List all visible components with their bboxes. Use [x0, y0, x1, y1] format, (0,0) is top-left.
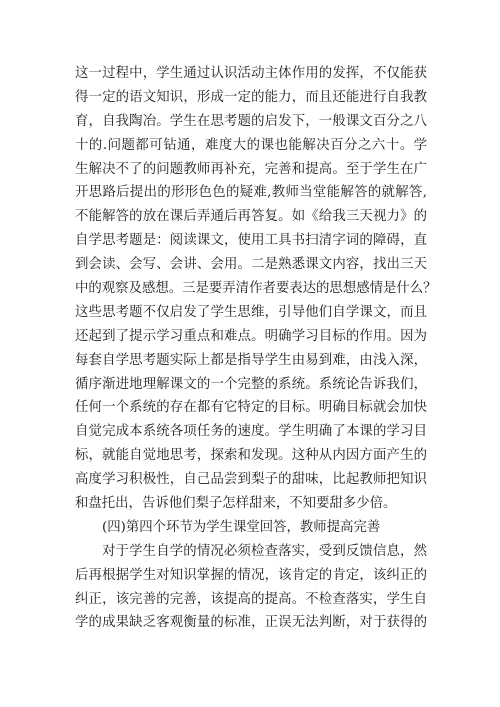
text-line: 高度学习积极性，自己品尝到梨子的甜味，比起教师把知识	[75, 472, 427, 488]
text-line: 育，自我陶冶。学生在思考题的启发下，一般课文百分之八	[75, 113, 427, 129]
text-line: 自觉完成本系统各项任务的速度。学生明确了本课的学习目	[75, 424, 427, 440]
text-line: 循序渐进地理解课文的一个完整的系统。系统论告诉我们，	[75, 376, 427, 392]
text-line: 得一定的语文知识，形成一定的能力，而且还能进行自我教	[75, 89, 427, 105]
text-line: 自学思考题是：阅读课文，使用工具书扫清字词的障碍，直	[75, 233, 427, 249]
text-line: 学的成果缺乏客观衡量的标准，正误无法判断，对于获得的	[75, 615, 427, 631]
text-line: 这一过程中，学生通过认识活动主体作用的发挥，不仅能获	[75, 66, 427, 81]
text-line: 开思路后提出的形形色色的疑难,教师当堂能解答的就解答,	[75, 185, 427, 201]
text-line: 这些思考题不仅启发了学生思维，引导他们自学课文，而且	[75, 304, 427, 320]
text-line: 对于学生自学的情况必须检查落实，受到反馈信息，然	[102, 543, 427, 559]
text-line: 每套自学思考题实际上都是指导学生由易到难，由浅入深，	[75, 352, 427, 368]
body-text	[75, 62, 437, 635]
section-heading: (四)第四个环节为学生课堂回答，教师提高完善	[102, 519, 381, 535]
text-line: 到会读、会写、会讲、会用。二是熟悉课文内容，找出三天	[75, 257, 427, 273]
text-line: 标，就能自觉地思考，探索和发现。这种从内因方面产生的	[75, 448, 427, 464]
text-line: 后再根据学生对知识掌握的情况，该肯定的肯定，该纠正的	[75, 567, 427, 583]
text-line: 还起到了提示学习重点和难点。明确学习目标的作用。因为	[75, 328, 427, 344]
text-line: 和盘托出，告诉他们梨子怎样甜来，不知要甜多少倍。	[75, 496, 397, 512]
text-line: 生解决不了的问题教师再补充，完善和提高。至于学生在广	[75, 161, 427, 177]
text-line: 中的观察及感想。三是要弄清作者要表达的思想感情是什么？	[75, 281, 437, 297]
text-line: 不能解答的放在课后弄通后再答复。如《给我三天视力》的	[75, 209, 427, 225]
text-line: 十的.问题都可钻通，难度大的课也能解决百分之六十。学	[75, 137, 427, 153]
text-line: 任何一个系统的存在都有它特定的目标。明确目标就会加快	[75, 400, 427, 416]
text-line: 纠正，该完善的完善，该提高的提高。不检查落实，学生自	[75, 591, 427, 607]
